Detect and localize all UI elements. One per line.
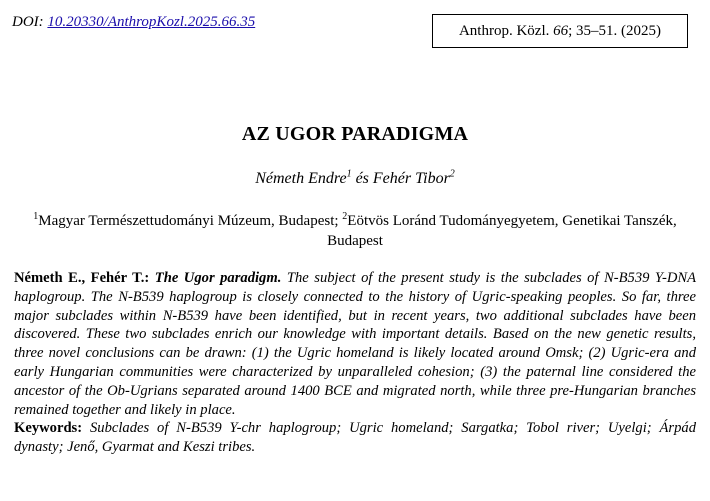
abstract-paragraph [14,269,696,419]
affiliation-2-mark: 2 [342,211,348,222]
author-connector: és [351,170,373,187]
keywords-text: Subclades of N-B539 Y-chr haplogroup; Ugric homeland; Sargatka; Tobol river; Uyelgi; Árpád dynasty; Jenő, Gyarmat and Keszi tribes. [14,420,697,456]
journal-volume: 66 [553,22,569,39]
affiliations [14,211,696,251]
keywords-label: Keywords: [14,420,83,437]
journal-pages-year: ; 35–51. (2025) [568,22,662,39]
author-2-affiliation-mark: 2 [449,168,455,180]
affiliation-1-mark: 1 [33,211,39,222]
affiliation-2: Eötvös Loránd Tudományegyetem, Genetikai Tanszék, Budapest [327,213,677,249]
author-2: Fehér Tibor [372,170,450,187]
keywords-paragraph [14,419,696,457]
journal-citation-box [432,14,688,48]
journal-name: Anthrop. Közl. [458,22,550,39]
doi-line [12,14,255,31]
article-title: AZ UGOR PARADIGMA [241,123,469,145]
author-1: Németh Endre [255,170,347,187]
affiliation-1: Magyar Természettudományi Múzeum, Budapest; [38,213,343,229]
author-line [0,170,710,188]
abstract-block [14,269,696,457]
doi-label: DOI: [12,14,44,30]
citation-authors: Németh E., Fehér T.: [14,270,150,286]
author-1-affiliation-mark: 1 [346,168,352,180]
abstract-text: The subject of the present study is the subclades of N-B539 Y-DNA haplogroup. The N-B539 haplogroup is closely connected to the history of Ugric-speaking peoples. So far, three major subclades within N-B539 have been identified, but in recent years, two additional subclades have been discovered. These two subclades enrich our knowledge with important details. Based on the new genetic results, three novel conclusions can be drawn: (1) the Ugric homeland is likely located around Omsk; (2) Ugric-era and early Hungarian communities were characterized by unparalleled cohesion; (3) the paternal line considered the ancestor of the Ob-Ugrians separated around 1400 BCE and migrated north, while three pre-Hungarian branches remained together and likely in place. [14,270,697,418]
english-title: The Ugor paradigm. [154,270,282,286]
doi-link[interactable]: 10.20330/AnthropKozl.2025.66.35 [47,14,256,30]
